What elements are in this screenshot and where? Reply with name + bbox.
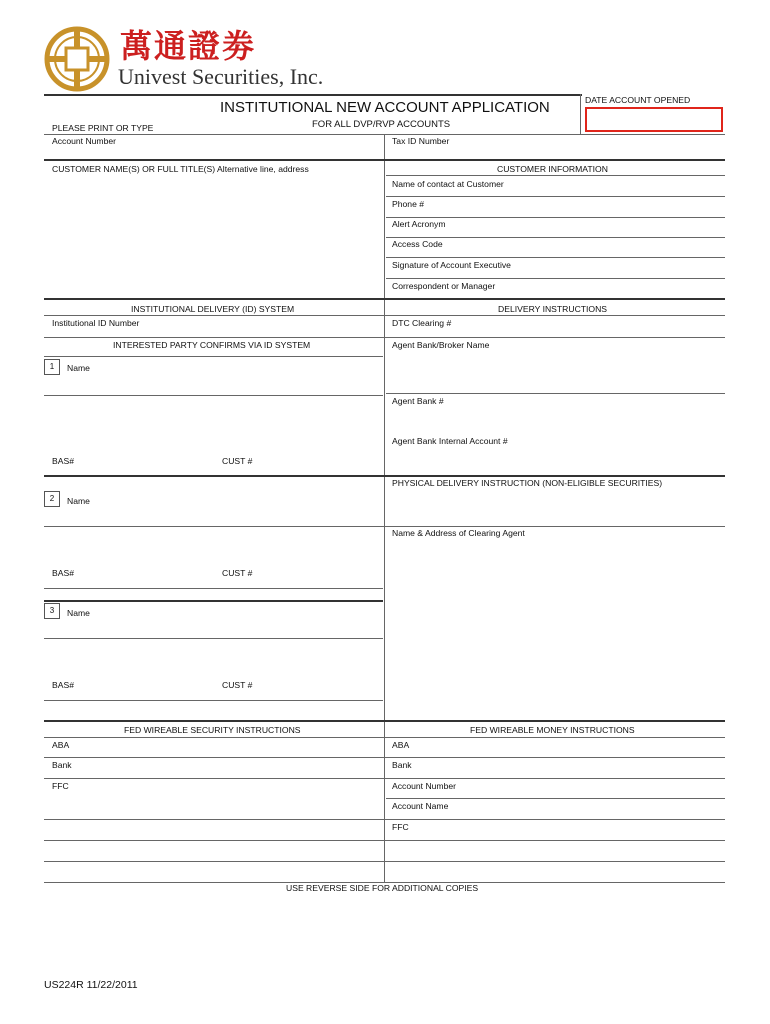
- rule: [44, 159, 725, 161]
- account-number-label: Account Number: [52, 136, 117, 146]
- security-ffc-field[interactable]: [44, 778, 383, 819]
- logo-emblem-icon: [44, 26, 110, 92]
- rule: [44, 720, 725, 722]
- clearing-agent-label: Name & Address of Clearing Agent: [392, 528, 525, 538]
- agent-bank-number-label: Agent Bank #: [392, 396, 444, 406]
- id-system-header: INSTITUTIONAL DELIVERY (ID) SYSTEM: [131, 304, 295, 314]
- party-number-1: 1: [44, 359, 60, 375]
- form-code: US224R 11/22/2011: [44, 979, 138, 991]
- customer-names-field[interactable]: [44, 175, 383, 297]
- security-aba-label: ABA: [52, 740, 70, 750]
- party-2-name-label: Name: [67, 496, 90, 506]
- security-ffc-label: FFC: [52, 781, 69, 791]
- agent-internal-account-label: Agent Bank Internal Account #: [392, 436, 508, 446]
- contact-label: Name of contact at Customer: [392, 179, 504, 189]
- rule: [44, 475, 725, 477]
- party-3-bas-label: BAS#: [52, 680, 74, 690]
- party-2-bas-label: BAS#: [52, 568, 74, 578]
- column-divider: [384, 134, 385, 882]
- rule: [44, 861, 725, 862]
- interested-party-header: INTERESTED PARTY CONFIRMS VIA ID SYSTEM: [113, 340, 311, 350]
- party-3-cust-label: CUST #: [222, 680, 253, 690]
- party-2-bas-field[interactable]: [44, 564, 383, 588]
- institutional-id-field[interactable]: [44, 315, 383, 337]
- extra-line-left[interactable]: [44, 840, 383, 861]
- contact-field[interactable]: [386, 175, 725, 196]
- rule: [44, 700, 383, 701]
- header-divider: [580, 94, 581, 134]
- party-3-bas-field[interactable]: [44, 676, 383, 700]
- tax-id-label: Tax ID Number: [392, 136, 450, 146]
- rule: [44, 337, 725, 338]
- rule: [44, 298, 725, 300]
- security-bank-label: Bank: [52, 760, 72, 770]
- party-2-name-field[interactable]: [62, 489, 382, 526]
- agent-bank-name-label: Agent Bank/Broker Name: [392, 340, 490, 350]
- alert-acronym-field[interactable]: [386, 217, 725, 237]
- company-logo: [44, 26, 110, 92]
- account-number-field[interactable]: [44, 134, 384, 158]
- form-subtitle: FOR ALL DVP/RVP ACCOUNTS: [312, 119, 451, 130]
- money-bank-field[interactable]: [386, 757, 725, 778]
- alert-acronym-label: Alert Acronym: [392, 219, 446, 229]
- party-number-2: 2: [44, 491, 60, 507]
- party-2-cust-label: CUST #: [222, 568, 253, 578]
- tax-id-field[interactable]: [386, 134, 725, 158]
- money-account-name-label: Account Name: [392, 801, 449, 811]
- fed-security-header: FED WIREABLE SECURITY INSTRUCTIONS: [124, 725, 301, 735]
- physical-delivery-field[interactable]: [386, 489, 725, 525]
- money-ffc-label: FFC: [392, 822, 409, 832]
- clearing-agent-field[interactable]: [386, 540, 725, 720]
- physical-delivery-header: PHYSICAL DELIVERY INSTRUCTION (NON-ELIGIBLE SECURITIES): [392, 478, 663, 488]
- header-top-rule: [44, 94, 582, 96]
- delivery-instructions-header: DELIVERY INSTRUCTIONS: [498, 304, 608, 314]
- customer-names-label: CUSTOMER NAME(S) OR FULL TITLE(S) Alternative line, address: [52, 164, 309, 174]
- money-account-number-label: Account Number: [392, 781, 457, 791]
- agent-bank-number-field[interactable]: [386, 393, 725, 431]
- party-3-name-label: Name: [67, 608, 90, 618]
- party-3-name-field[interactable]: [62, 601, 382, 637]
- agent-internal-account-field[interactable]: [386, 432, 725, 474]
- dtc-clearing-label: DTC Clearing #: [392, 318, 452, 328]
- company-name-english: Univest Securities, Inc.: [118, 64, 324, 89]
- phone-label: Phone #: [392, 199, 425, 209]
- phone-field[interactable]: [386, 196, 725, 217]
- access-code-label: Access Code: [392, 239, 443, 249]
- money-bank-label: Bank: [392, 760, 412, 770]
- party-1-bas-label: BAS#: [52, 456, 74, 466]
- money-ffc-field[interactable]: [386, 819, 725, 840]
- correspondent-label: Correspondent or Manager: [392, 281, 496, 291]
- security-bank-field[interactable]: [44, 757, 383, 778]
- money-aba-label: ABA: [392, 740, 410, 750]
- party-number-3: 3: [44, 603, 60, 619]
- rule: [44, 638, 383, 639]
- please-print-note: PLEASE PRINT OR TYPE: [52, 123, 154, 133]
- party-1-cust-label: CUST #: [222, 456, 253, 466]
- agent-bank-name-field[interactable]: [386, 352, 725, 392]
- signature-field[interactable]: [386, 257, 725, 278]
- form-title: INSTITUTIONAL NEW ACCOUNT APPLICATION: [220, 99, 550, 116]
- fed-money-header: FED WIREABLE MONEY INSTRUCTIONS: [470, 725, 635, 735]
- reverse-side-note: USE REVERSE SIDE FOR ADDITIONAL COPIES: [286, 883, 479, 893]
- dtc-clearing-field[interactable]: [386, 315, 725, 337]
- rule: [44, 526, 725, 527]
- party-1-bas-field[interactable]: [44, 452, 383, 474]
- money-account-name-field[interactable]: [386, 798, 725, 819]
- money-account-number-field[interactable]: [386, 778, 725, 798]
- access-code-field[interactable]: [386, 237, 725, 257]
- extra-line-right[interactable]: [386, 840, 725, 861]
- rule: [44, 395, 383, 396]
- company-name-chinese: 萬通證劵: [120, 27, 257, 65]
- signature-label: Signature of Account Executive: [392, 260, 511, 270]
- date-opened-label: DATE ACCOUNT OPENED: [585, 95, 691, 105]
- party-1-name-label: Name: [67, 363, 90, 373]
- customer-info-header: CUSTOMER INFORMATION: [497, 164, 608, 174]
- money-aba-field[interactable]: [386, 737, 725, 757]
- rule: [44, 588, 383, 589]
- correspondent-field[interactable]: [386, 278, 725, 298]
- institutional-id-label: Institutional ID Number: [52, 318, 140, 328]
- party-1-name-field[interactable]: [62, 357, 382, 394]
- security-aba-field[interactable]: [44, 737, 383, 757]
- date-opened-field[interactable]: [585, 107, 723, 132]
